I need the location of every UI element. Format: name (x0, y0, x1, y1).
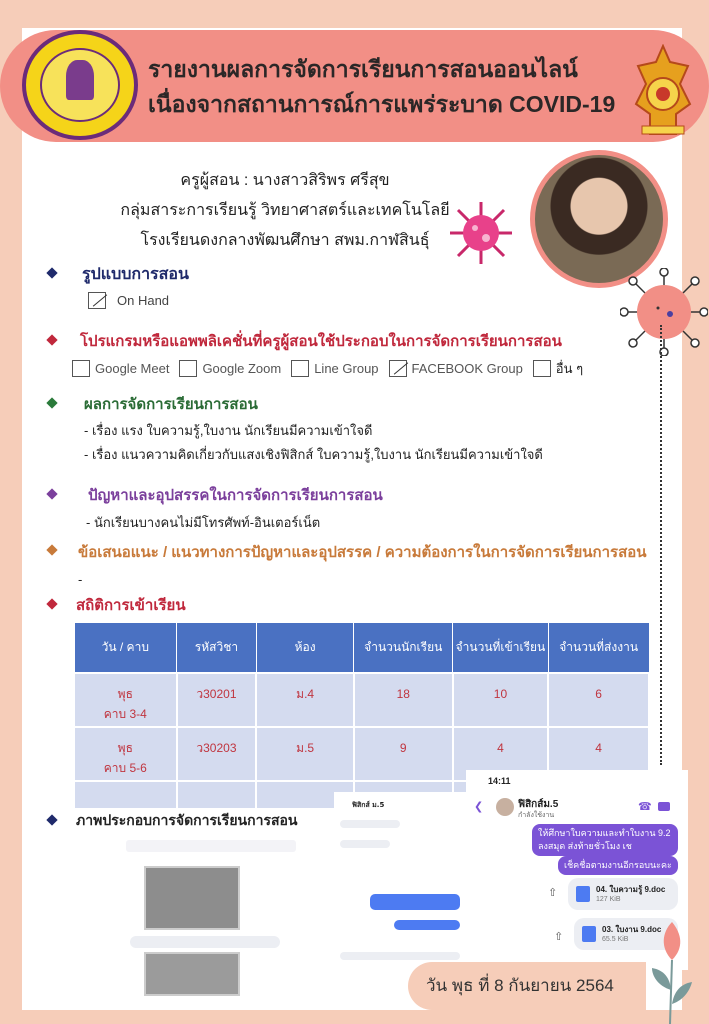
app-option-google-zoom: Google Zoom (179, 360, 281, 377)
teacher-info (60, 166, 510, 256)
header-attended: จำนวนที่เข้าเรียน (453, 623, 549, 673)
seal-tree-icon (66, 60, 94, 100)
header-students: จำนวนนักเรียน (354, 623, 453, 673)
app-option-other: อื่น ๆ (533, 358, 583, 379)
apps-title: โปรแกรมหรือแอพพลิเคชั่นที่ครูผู้สอนใช้ประกอบในการจัดการเรียนการสอน (80, 333, 562, 350)
virus-icon (448, 200, 514, 266)
suggest-line-1: - (78, 572, 83, 587)
teacher-school: โรงเรียนดงกลางพัฒนศึกษา สพม.กาฬสินธุ์ (140, 232, 430, 249)
avatar (496, 798, 514, 816)
format-option (88, 292, 169, 309)
chat-bubble (370, 894, 460, 910)
report-date: วัน พุธ ที่ 8 กันยายน 2564 (408, 962, 646, 1010)
file-size: 65.5 KiB (602, 936, 629, 943)
cell-submitted: 4 (548, 727, 649, 781)
photos-title: ภาพประกอบการจัดการเรียนการสอน (76, 812, 298, 828)
group-name: ฟิสิกส์ม.5 (518, 799, 559, 810)
app-checkbox[interactable] (389, 360, 407, 377)
header-room: ห้อง (256, 623, 354, 673)
worksheet-photo (144, 866, 240, 930)
chat-screenshot-small (334, 792, 466, 968)
chat-bubble (394, 920, 460, 930)
app-checkbox[interactable] (179, 360, 197, 377)
cell-day: พุธ คาบ 3-4 (74, 673, 177, 727)
document-icon (582, 926, 596, 942)
chat-header-bar (126, 840, 296, 852)
app-checkbox[interactable] (72, 360, 90, 377)
cell-attended: 4 (453, 727, 549, 781)
cell-submitted: 6 (548, 673, 649, 727)
format-value: On Hand (117, 293, 170, 308)
virus-large-icon (620, 268, 708, 356)
file-size: 127 KiB (596, 896, 621, 903)
app-checkbox[interactable] (533, 360, 551, 377)
back-icon[interactable]: ❮ (474, 800, 484, 813)
page-title (148, 52, 648, 122)
cell-students: 18 (354, 673, 453, 727)
group-status: กำลังใช้งาน (518, 811, 555, 819)
app-option-google-meet: Google Meet (72, 360, 169, 377)
results-line-2: - เรื่อง แนวความคิดเกี่ยวกับแสงเชิงฟิสิกส์ ใบความรู้,ใบงาน นักเรียนมีความเข้าใจดี (84, 447, 543, 462)
app-checkbox[interactable] (291, 360, 309, 377)
cell-code: ว30201 (177, 673, 257, 727)
problems-title: ปัญหาและอุปสรรคในการจัดการเรียนการสอน (88, 487, 383, 504)
chat-screenshot-photos (118, 836, 302, 1004)
table-row (74, 673, 649, 727)
file-attachment[interactable] (568, 878, 678, 910)
chat-bubble: ให้ศึกษาใบความและทำใบงาน 9.2 ลงสมุด ส่งท้ายชั่วโมง เช (532, 824, 678, 856)
suggest-title: ข้อเสนอแนะ / แนวทางการปัญหาและอุปสรรค / ความต้องการในการจัดการเรียนการสอน (78, 544, 647, 561)
title-line-2: เนื่องจากสถานการณ์การแพร่ระบาด COVID-19 (148, 91, 616, 117)
stats-title: สถิติการเข้าเรียน (76, 597, 186, 614)
small-group-name: ฟิสิกส์ ม.5 (352, 801, 385, 809)
dotted-divider (660, 325, 662, 765)
format-checkbox[interactable] (88, 292, 106, 309)
share-icon[interactable]: ⇧ (548, 886, 558, 899)
video-icon[interactable] (658, 802, 670, 811)
phone-icon[interactable]: ☎ (638, 800, 652, 813)
header-day: วัน / คาบ (74, 623, 177, 673)
cell-code: ว30203 (177, 727, 257, 781)
obec-emblem-icon (628, 44, 698, 136)
results-line-1: - เรื่อง แรง ใบความรู้,ใบงาน นักเรียนมีความเข้าใจดี (84, 423, 373, 438)
problems-line-1: - นักเรียนบางคนไม่มีโทรศัพท์-อินเตอร์เน็ต (86, 515, 321, 530)
header-code: รหัสวิชา (177, 623, 257, 673)
cell-room: ม.5 (256, 727, 354, 781)
cell-room: ม.4 (256, 673, 354, 727)
chat-message (130, 936, 280, 948)
title-line-1: รายงานผลการจัดการเรียนการสอนออนไลน์ (148, 56, 578, 82)
cell-attended: 10 (453, 673, 549, 727)
document-icon (576, 886, 590, 902)
teacher-department: กลุ่มสาระการเรียนรู้ วิทยาศาสตร์และเทคโนโลยี (120, 202, 450, 219)
cell-students: 9 (354, 727, 453, 781)
table-header-row (74, 623, 649, 673)
cell-day: พุธ คาบ 5-6 (74, 727, 177, 781)
app-option-facebook-group: FACEBOOK Group (389, 360, 523, 377)
worksheet-photo (144, 952, 240, 996)
format-title: รูปแบบการสอน (82, 266, 189, 283)
chat-bubble: เช็คชื่อตามงานอีกรอบนะคะ (558, 856, 678, 875)
results-title: ผลการจัดการเรียนการสอน (84, 396, 258, 413)
status-time: 14:11 (488, 776, 511, 786)
leaf-decoration-icon (640, 920, 709, 1024)
share-icon[interactable]: ⇧ (554, 930, 564, 943)
teacher-name: ครูผู้สอน : นางสาวสิริพร ศรีสุข (180, 172, 390, 189)
header-submitted: จำนวนที่ส่งงาน (548, 623, 649, 673)
apps-checklist (72, 358, 587, 379)
file-name: 03. ใบงาน 9.doc (602, 925, 662, 934)
app-option-line-group: Line Group (291, 360, 378, 377)
file-name: 04. ใบความรู้ 9.doc (596, 885, 666, 894)
school-seal-logo (22, 30, 138, 140)
